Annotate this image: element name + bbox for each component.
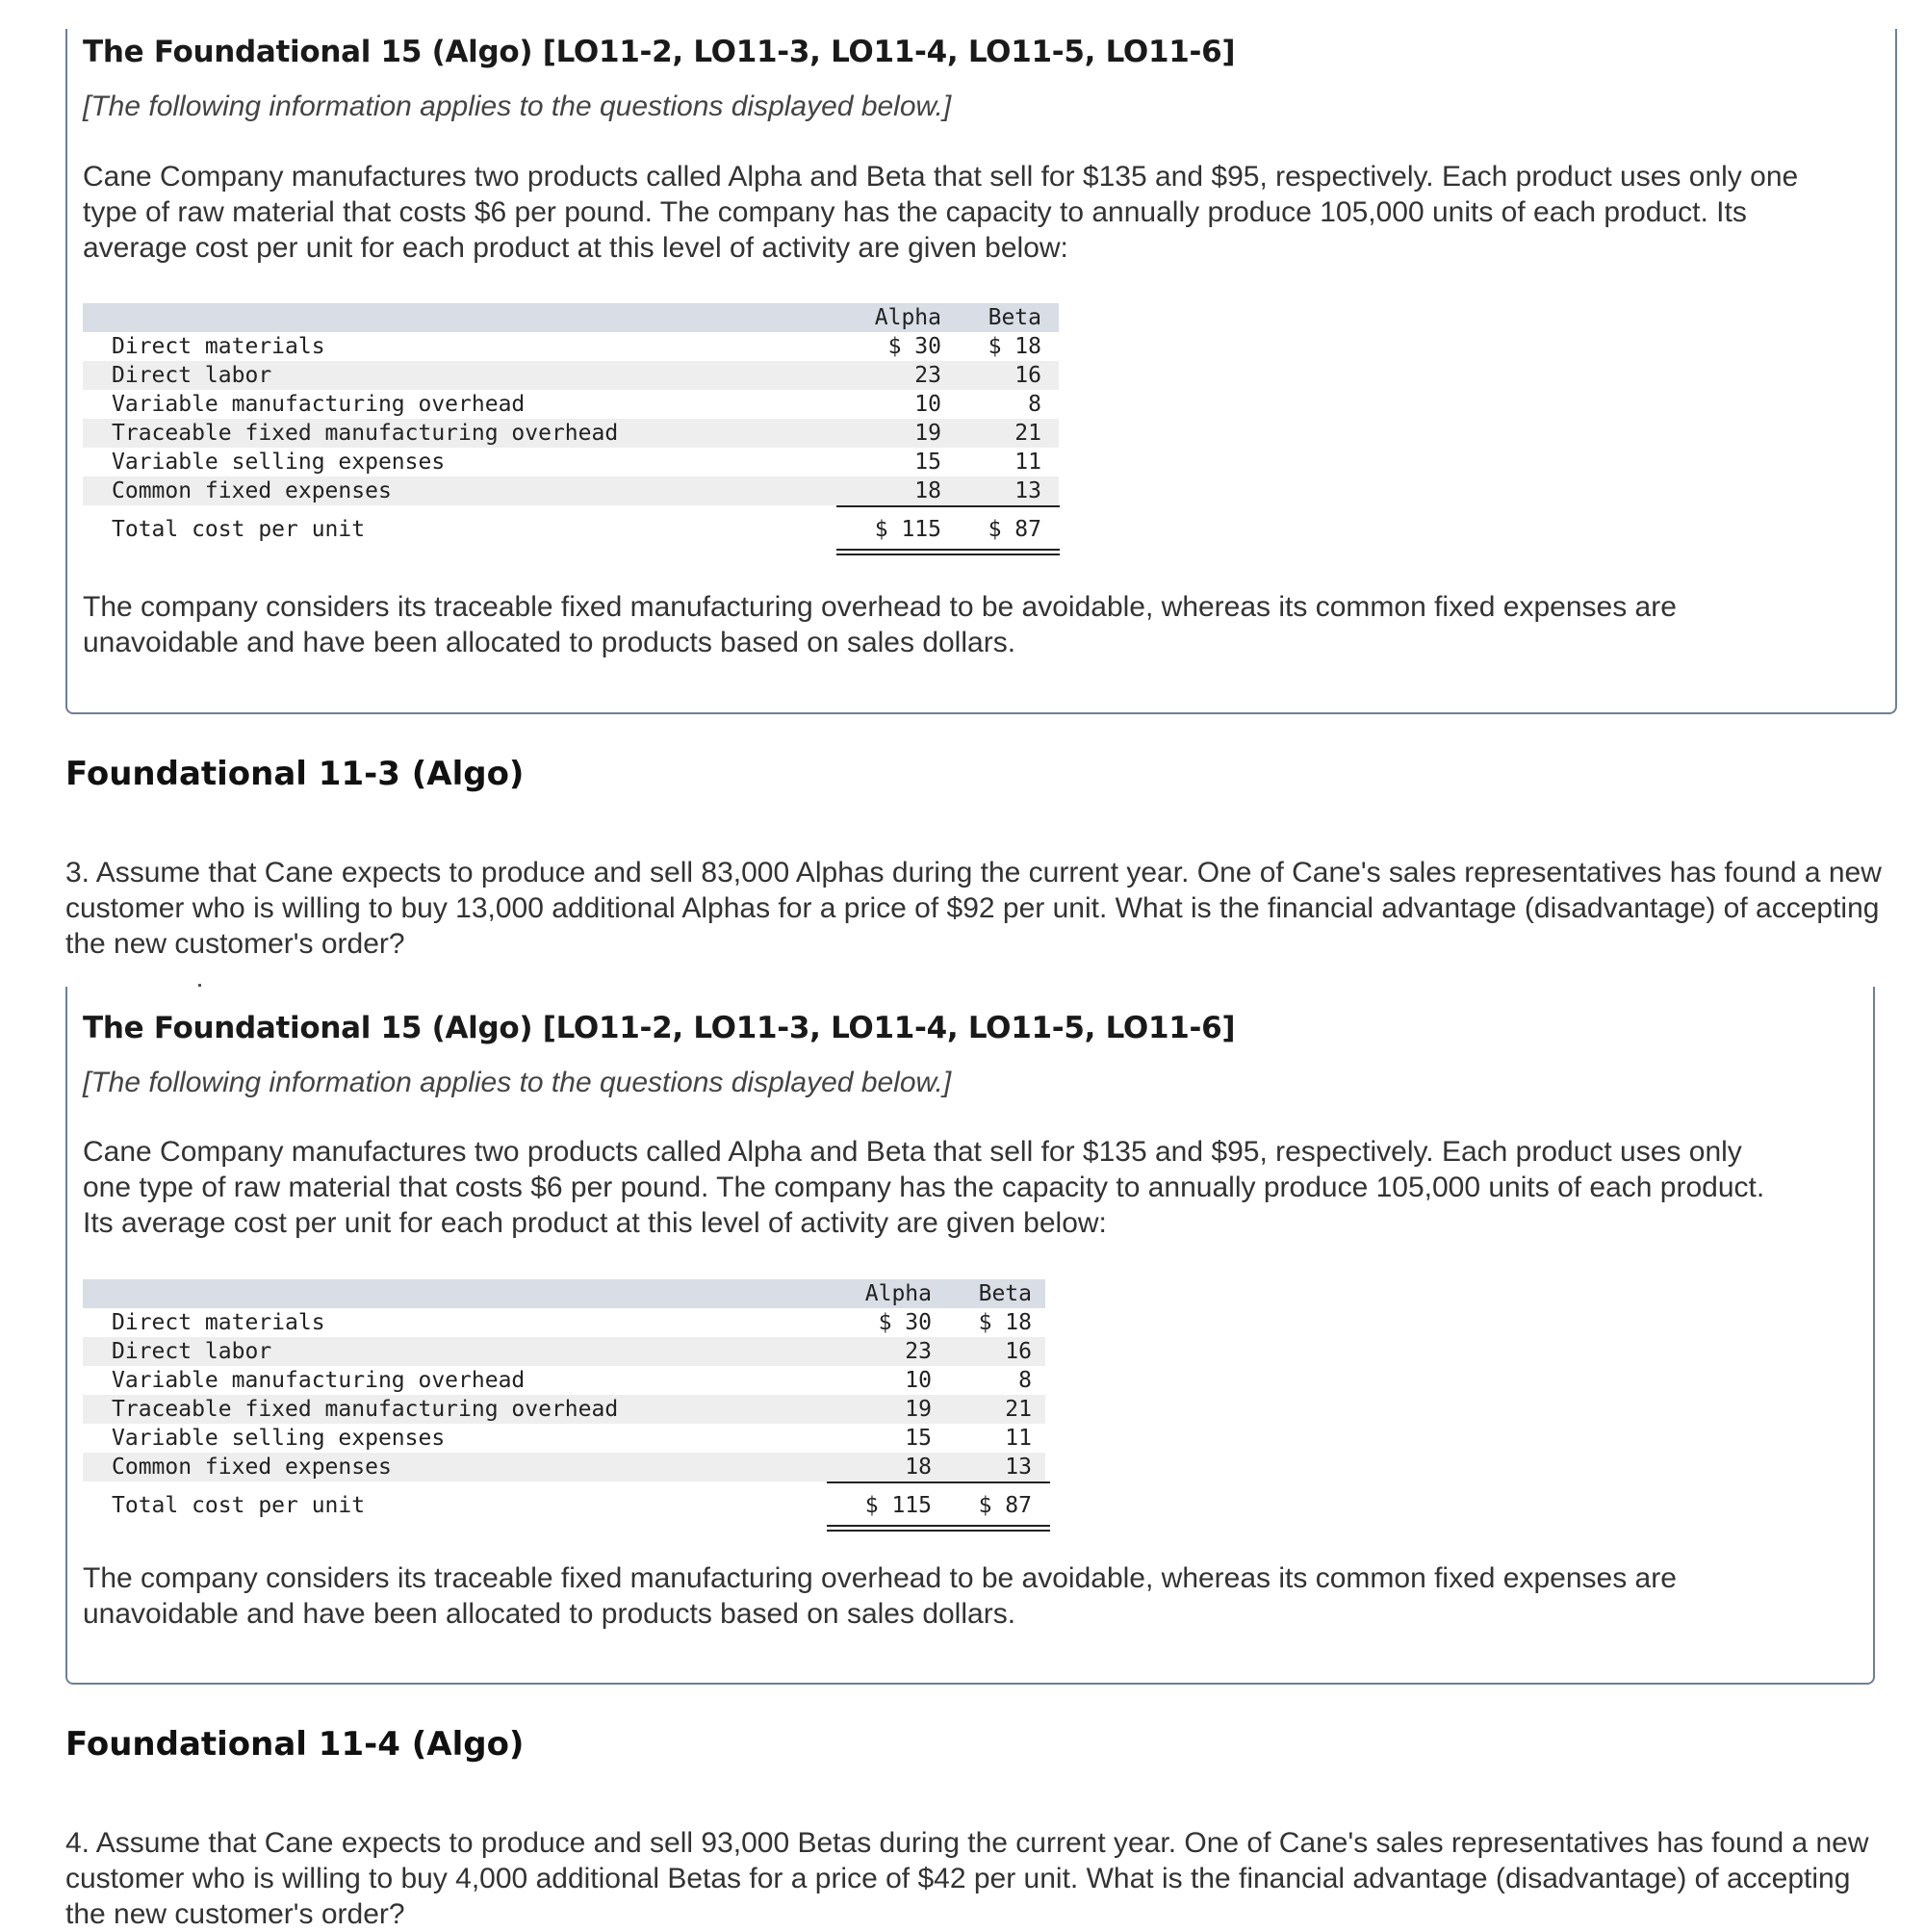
row-label: Direct materials bbox=[112, 334, 325, 359]
section-heading: Foundational 11-4 (Algo) bbox=[65, 1725, 525, 1764]
col-header-beta: Beta bbox=[978, 1281, 1032, 1306]
table-header-row bbox=[83, 303, 1059, 332]
question-text: 4. Assume that Cane expects to produce and sell 93,000 Betas during the current year. One of Cane's sales representatives has found a new customer who is willing to buy 4,000 additional Betas for a price of $42 per unit. What is the financial advantage (disadvantage) of accepting the new customer's order? bbox=[65, 1827, 1869, 1930]
table-row bbox=[83, 1453, 1045, 1481]
table-row bbox=[83, 448, 1059, 477]
table-row bbox=[83, 332, 1059, 361]
alpha-total: $ 115 bbox=[874, 517, 941, 542]
alpha-value: 19 bbox=[905, 1397, 932, 1422]
panel-intro: Cane Company manufactures two products called Alpha and Beta that sell for $135 and $95, respectively. Each product uses only one type of raw material that costs $6 per pound. The company has the capacity to annually produce 105,000 units of each product. Its average cost per unit for each product at this level of activity are given below: bbox=[83, 161, 1799, 264]
panel-title: The Foundational 15 (Algo) [LO11-2, LO11-3, LO11-4, LO11-5, LO11-6] bbox=[83, 1011, 1236, 1045]
panel-intro: Cane Company manufactures two products called Alpha and Beta that sell for $135 and $95, respectively. Each product uses only one type of raw material that costs $6 per pound. The company has the capacity to annually produce 105,000 units of each product. Its average cost per unit for each product at this level of activity are given below: bbox=[83, 1136, 1765, 1239]
alpha-value: 18 bbox=[905, 1455, 932, 1480]
alpha-value: 23 bbox=[905, 1339, 932, 1364]
alpha-value: 15 bbox=[905, 1426, 932, 1451]
row-label: Variable manufacturing overhead bbox=[112, 392, 526, 417]
total-double-rule bbox=[836, 549, 1060, 555]
table-row bbox=[83, 361, 1059, 390]
row-label: Direct materials bbox=[112, 1310, 325, 1335]
question-text: 3. Assume that Cane expects to produce and sell 83,000 Alphas during the current year. One of Cane's sales representatives has found a new customer who is willing to buy 13,000 additional Alphas for a price of $92 per unit. What is the financial advantage (disadvantage) of accepting the new customer's order? bbox=[65, 857, 1882, 960]
beta-value: $ 18 bbox=[988, 334, 1041, 359]
table-row bbox=[83, 477, 1059, 505]
beta-value: 21 bbox=[1014, 421, 1041, 446]
panel-closing: The company considers its traceable fixed manufacturing overhead to be avoidable, whereas its common fixed expenses are unavoidable and have been allocated to products based on sales dollars. bbox=[83, 591, 1677, 658]
beta-value: $ 18 bbox=[978, 1310, 1032, 1335]
table-row bbox=[83, 1337, 1045, 1366]
total-label: Total cost per unit bbox=[112, 1493, 366, 1518]
beta-total: $ 87 bbox=[988, 517, 1041, 542]
cost-table bbox=[83, 303, 1059, 555]
row-label: Variable selling expenses bbox=[112, 1426, 446, 1451]
beta-total: $ 87 bbox=[978, 1493, 1032, 1518]
beta-value: 13 bbox=[1014, 478, 1041, 503]
beta-value: 21 bbox=[1005, 1397, 1032, 1422]
alpha-value: 23 bbox=[914, 363, 941, 388]
alpha-value: 18 bbox=[914, 478, 941, 503]
beta-value: 11 bbox=[1014, 450, 1041, 475]
panel-closing: The company considers its traceable fixed manufacturing overhead to be avoidable, whereas its common fixed expenses are unavoidable and have been allocated to products based on sales dollars. bbox=[83, 1562, 1677, 1630]
beta-value: 11 bbox=[1005, 1426, 1032, 1451]
table-row bbox=[83, 1395, 1045, 1424]
cost-table bbox=[83, 1279, 1045, 1532]
alpha-value: $ 30 bbox=[878, 1310, 932, 1335]
row-label: Common fixed expenses bbox=[112, 478, 392, 503]
beta-value: 8 bbox=[1018, 1368, 1032, 1393]
table-row bbox=[83, 1308, 1045, 1337]
beta-value: 16 bbox=[1014, 363, 1041, 388]
alpha-value: $ 30 bbox=[887, 334, 941, 359]
beta-value: 13 bbox=[1005, 1455, 1032, 1480]
row-label: Traceable fixed manufacturing overhead bbox=[112, 1397, 619, 1422]
alpha-value: 19 bbox=[914, 421, 941, 446]
table-row bbox=[83, 390, 1059, 419]
alpha-value: 10 bbox=[914, 392, 941, 417]
beta-value: 16 bbox=[1005, 1339, 1032, 1364]
row-label: Direct labor bbox=[112, 1339, 272, 1364]
row-label: Direct labor bbox=[112, 363, 272, 388]
beta-value: 8 bbox=[1028, 392, 1041, 417]
total-double-rule bbox=[827, 1525, 1050, 1532]
alpha-total: $ 115 bbox=[864, 1493, 932, 1518]
row-label: Variable manufacturing overhead bbox=[112, 1368, 526, 1393]
panel-note: [The following information applies to the questions displayed below.] bbox=[83, 1067, 952, 1098]
section-heading: Foundational 11-3 (Algo) bbox=[65, 755, 525, 793]
table-row bbox=[83, 419, 1059, 448]
table-row bbox=[83, 1424, 1045, 1453]
total-row bbox=[83, 505, 1059, 555]
alpha-value: 10 bbox=[905, 1368, 932, 1393]
total-row bbox=[83, 1481, 1045, 1532]
panel-title: The Foundational 15 (Algo) [LO11-2, LO11-3, LO11-4, LO11-5, LO11-6] bbox=[83, 35, 1236, 69]
row-label: Common fixed expenses bbox=[112, 1455, 392, 1480]
panel-note: [The following information applies to the questions displayed below.] bbox=[83, 90, 952, 122]
row-label: Traceable fixed manufacturing overhead bbox=[112, 421, 619, 446]
table-row bbox=[83, 1366, 1045, 1395]
col-header-beta: Beta bbox=[988, 305, 1041, 330]
table-header-row bbox=[83, 1279, 1045, 1308]
alpha-value: 15 bbox=[914, 450, 941, 475]
col-header-alpha: Alpha bbox=[864, 1281, 932, 1306]
total-label: Total cost per unit bbox=[112, 517, 366, 542]
row-label: Variable selling expenses bbox=[112, 450, 446, 475]
col-header-alpha: Alpha bbox=[874, 305, 941, 330]
